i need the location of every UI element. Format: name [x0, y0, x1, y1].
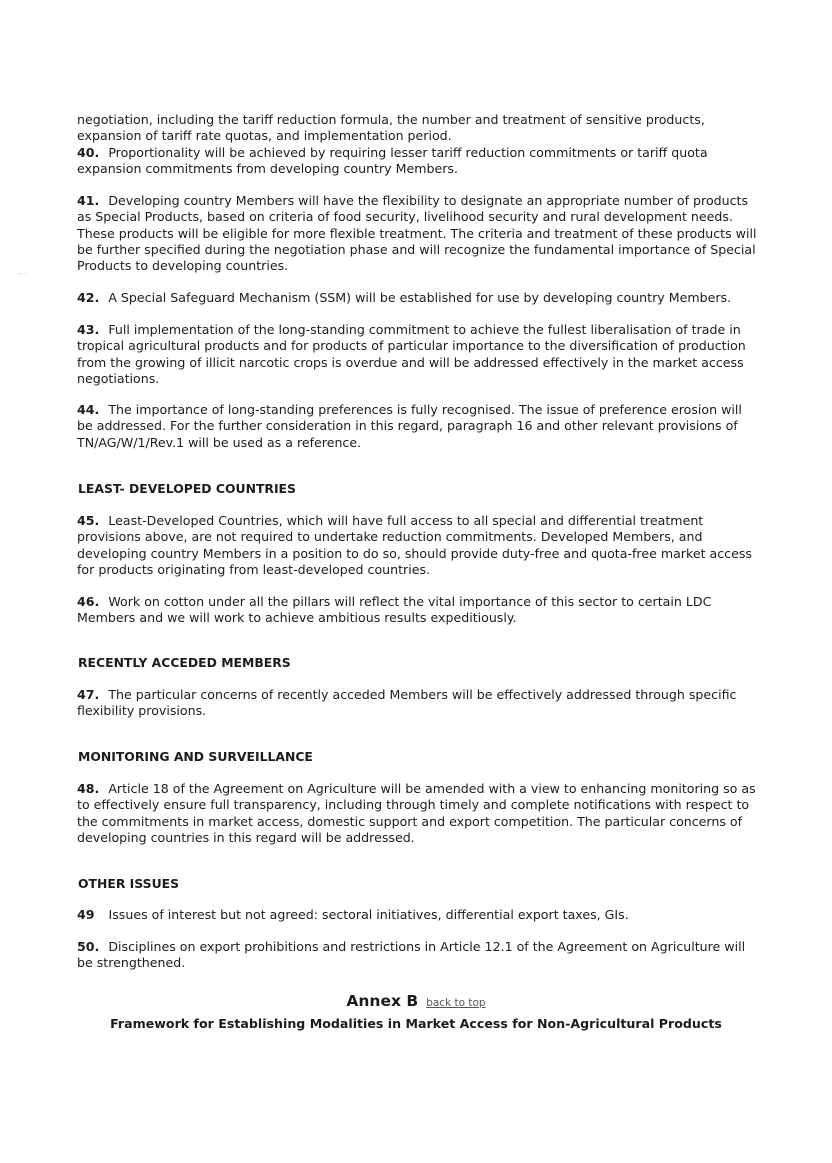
annex-title: [0, 993, 832, 1011]
paragraph-45: [77, 513, 759, 578]
paragraph-text: Work on cotton under all the pillars will reflect the vital importance of this sector to certain LDC Members and we will work to achieve ambitious results expeditiously.: [77, 594, 712, 626]
paragraph-text: Proportionality will be achieved by requiring lesser tariff reduction commitments or tariff quota expansion commitments from developing country Members.: [77, 145, 708, 177]
paragraph-47: [77, 687, 759, 720]
paragraph-48: [77, 781, 759, 846]
paragraph-number: 45.: [77, 513, 100, 528]
section-heading-ldc: LEAST- DEVELOPED COUNTRIES: [78, 481, 296, 496]
scan-speck: ·· ·: [18, 270, 27, 278]
paragraph-39-continued: [77, 112, 759, 145]
paragraph-text: Article 18 of the Agreement on Agriculture will be amended with a view to enhancing monitoring so as to effectively ensure full transparency, including through timely and complete notifications with respect to the commitments in market access, domestic support and export competition. The particular concerns of developing countries in this regard will be addressed.: [77, 781, 756, 845]
paragraph-50: [77, 939, 759, 972]
paragraph-42: [77, 290, 759, 306]
paragraph-number: 50.: [77, 939, 100, 954]
paragraph-41: [77, 193, 759, 274]
back-to-top-link[interactable]: back to top: [426, 997, 486, 1009]
paragraph-number: 47.: [77, 687, 100, 702]
paragraph-number: 48.: [77, 781, 100, 796]
paragraph-text: negotiation, including the tariff reduction formula, the number and treatment of sensitive products, expansion of tariff rate quotas, and implementation period.: [77, 112, 705, 144]
paragraph-text: Issues of interest but not agreed: sectoral initiatives, differential export taxes, GIs.: [108, 907, 629, 922]
paragraph-text: Full implementation of the long-standing commitment to achieve the fullest liberalisation of trade in tropical agricultural products and for products of particular importance to the diversification of production from the growing of illicit narcotic crops is overdue and will be addressed effectively in the market access negotiations.: [77, 322, 746, 386]
section-heading-recently-acceded: RECENTLY ACCEDED MEMBERS: [78, 655, 291, 670]
paragraph-number: 41.: [77, 193, 100, 208]
paragraph-number: 49: [77, 907, 95, 922]
paragraph-number: 43.: [77, 322, 100, 337]
paragraph-40: [77, 145, 759, 178]
paragraph-49: [77, 907, 759, 923]
paragraph-44: [77, 402, 759, 451]
paragraph-text: The importance of long-standing preferences is fully recognised. The issue of preference erosion will be addressed. For the further consideration in this regard, paragraph 16 and other relevant provisions of TN/AG/W/1/Rev.1 will be used as a reference.: [77, 402, 742, 450]
paragraph-text: Developing country Members will have the flexibility to designate an appropriate number of products as Special Products, based on criteria of food security, livelihood security and rural development needs. These products will be eligible for more flexible treatment. The criteria and treatment of these products will be further specified during the negotiation phase and will recognize the fundamental importance of Special Products to developing countries.: [77, 193, 757, 274]
paragraph-text: Disciplines on export prohibitions and restrictions in Article 12.1 of the Agreement on Agriculture will be strengthened.: [77, 939, 746, 971]
section-heading-other-issues: OTHER ISSUES: [78, 876, 180, 891]
paragraph-43: [77, 322, 759, 387]
paragraph-number: 40.: [77, 145, 100, 160]
paragraph-number: 44.: [77, 402, 100, 417]
paragraph-number: 46.: [77, 594, 100, 609]
paragraph-text: Least-Developed Countries, which will have full access to all special and differential treatment provisions above, are not required to undertake reduction commitments. Developed Members, and developing country Members in a position to do so, should provide duty-free and quota-free market access for products originating from least-developed countries.: [77, 513, 752, 577]
section-heading-monitoring: MONITORING AND SURVEILLANCE: [78, 749, 313, 764]
annex-heading: Annex B: [346, 992, 419, 1010]
annex-subtitle: Framework for Establishing Modalities in Market Access for Non-Agricultural Products: [110, 1016, 722, 1031]
paragraph-number: 42.: [77, 290, 100, 305]
paragraph-46: [77, 594, 759, 627]
paragraph-text: A Special Safeguard Mechanism (SSM) will be established for use by developing country Members.: [108, 290, 732, 305]
paragraph-text: The particular concerns of recently acceded Members will be effectively addressed through specific flexibility provisions.: [77, 687, 737, 719]
